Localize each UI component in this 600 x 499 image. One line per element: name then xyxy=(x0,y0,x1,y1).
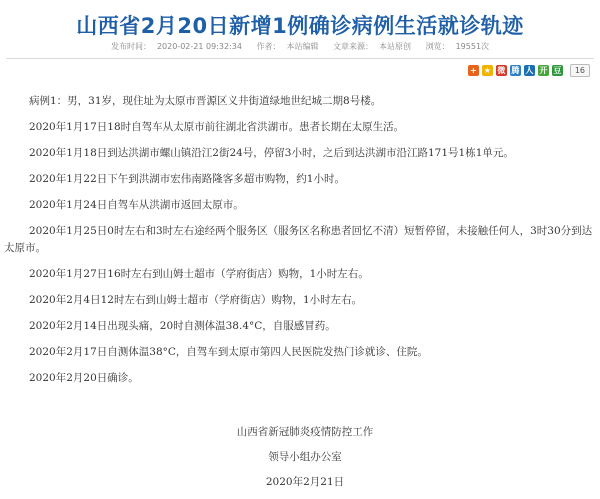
source-label: 文章来源： xyxy=(333,42,374,51)
views-value: 19551次 xyxy=(455,42,490,51)
article-title: 山西省2月20日新增1例确诊病例生活就诊轨迹 xyxy=(76,14,524,38)
share-douban-icon[interactable]: 豆 xyxy=(553,66,562,75)
share-kaixin-icon[interactable]: 开 xyxy=(539,66,548,75)
author-value: 本站编辑 xyxy=(286,42,319,51)
paragraph: 2020年1月18日到达洪湖市螺山镇沿江2街24号，停留3小时，之后到达洪湖市沿江路171号1栋1单元。 xyxy=(29,147,514,159)
share-qzone-icon[interactable]: ★ xyxy=(483,66,491,75)
signature-org-line1: 山西省新冠肺炎疫情防控工作 xyxy=(236,426,374,438)
paragraph: 2020年1月17日18时自驾车从太原市前往湖北省洪湖市。患者长期在太原生活。 xyxy=(29,121,405,133)
title-divider xyxy=(6,58,594,59)
paragraph: 2020年2月17日自测体温38°C，自驾车到太原市第四人民医院发热门诊就诊、住院。 xyxy=(29,346,428,358)
share-weibo-icon[interactable]: 微 xyxy=(497,66,506,75)
share-plus-icon[interactable]: + xyxy=(468,65,479,76)
published-value: 2020-02-21 09:32:34 xyxy=(156,42,242,51)
author-field xyxy=(253,42,321,51)
paragraph: 2020年2月20日确诊。 xyxy=(29,372,139,384)
paragraph: 2020年1月27日16时左右到山姆士超市（学府街店）购物，1小时左右。 xyxy=(29,268,369,280)
signature-org-line2: 领导小组办公室 xyxy=(268,451,342,463)
paragraph: 2020年1月24日自驾车从洪湖市返回太原市。 xyxy=(29,199,244,211)
article-body xyxy=(4,93,594,396)
paragraph: 2020年2月4日12时左右到山姆士超市（学府街店）购物，1小时左右。 xyxy=(29,294,363,306)
paragraph: 2020年2月14日出现头痛，20时自测体温38.4°C，自服感冒药。 xyxy=(29,320,336,332)
signature-block xyxy=(0,424,600,499)
share-bar xyxy=(468,64,590,77)
published-field xyxy=(108,42,245,51)
paragraph-case-info: 病例1：男，31岁，现住址为太原市晋源区义井街道绿地世纪城二期8号楼。 xyxy=(29,95,382,107)
source-value: 本站原创 xyxy=(379,42,412,51)
article-meta xyxy=(0,41,600,52)
paragraph: 2020年1月22日下午到洪湖市宏伟南路隆客多超市购物，约1小时。 xyxy=(29,173,345,185)
share-count: 16 xyxy=(570,64,590,77)
views-label: 浏览： xyxy=(425,42,450,51)
signature-date: 2020年2月21日 xyxy=(265,476,345,488)
author-label: 作者： xyxy=(256,42,281,51)
share-tencent-icon[interactable]: 腾 xyxy=(511,66,520,75)
paragraph: 2020年1月25日0时左右和3时左右途经两个服务区（服务区名称患者回忆不清）短暂停留，未接触任何人，3时30分到达太原市。 xyxy=(4,225,593,254)
source-field xyxy=(330,42,414,51)
published-label: 发布时间： xyxy=(110,42,151,51)
share-renren-icon[interactable]: 人 xyxy=(525,66,534,75)
views-field xyxy=(423,42,492,51)
